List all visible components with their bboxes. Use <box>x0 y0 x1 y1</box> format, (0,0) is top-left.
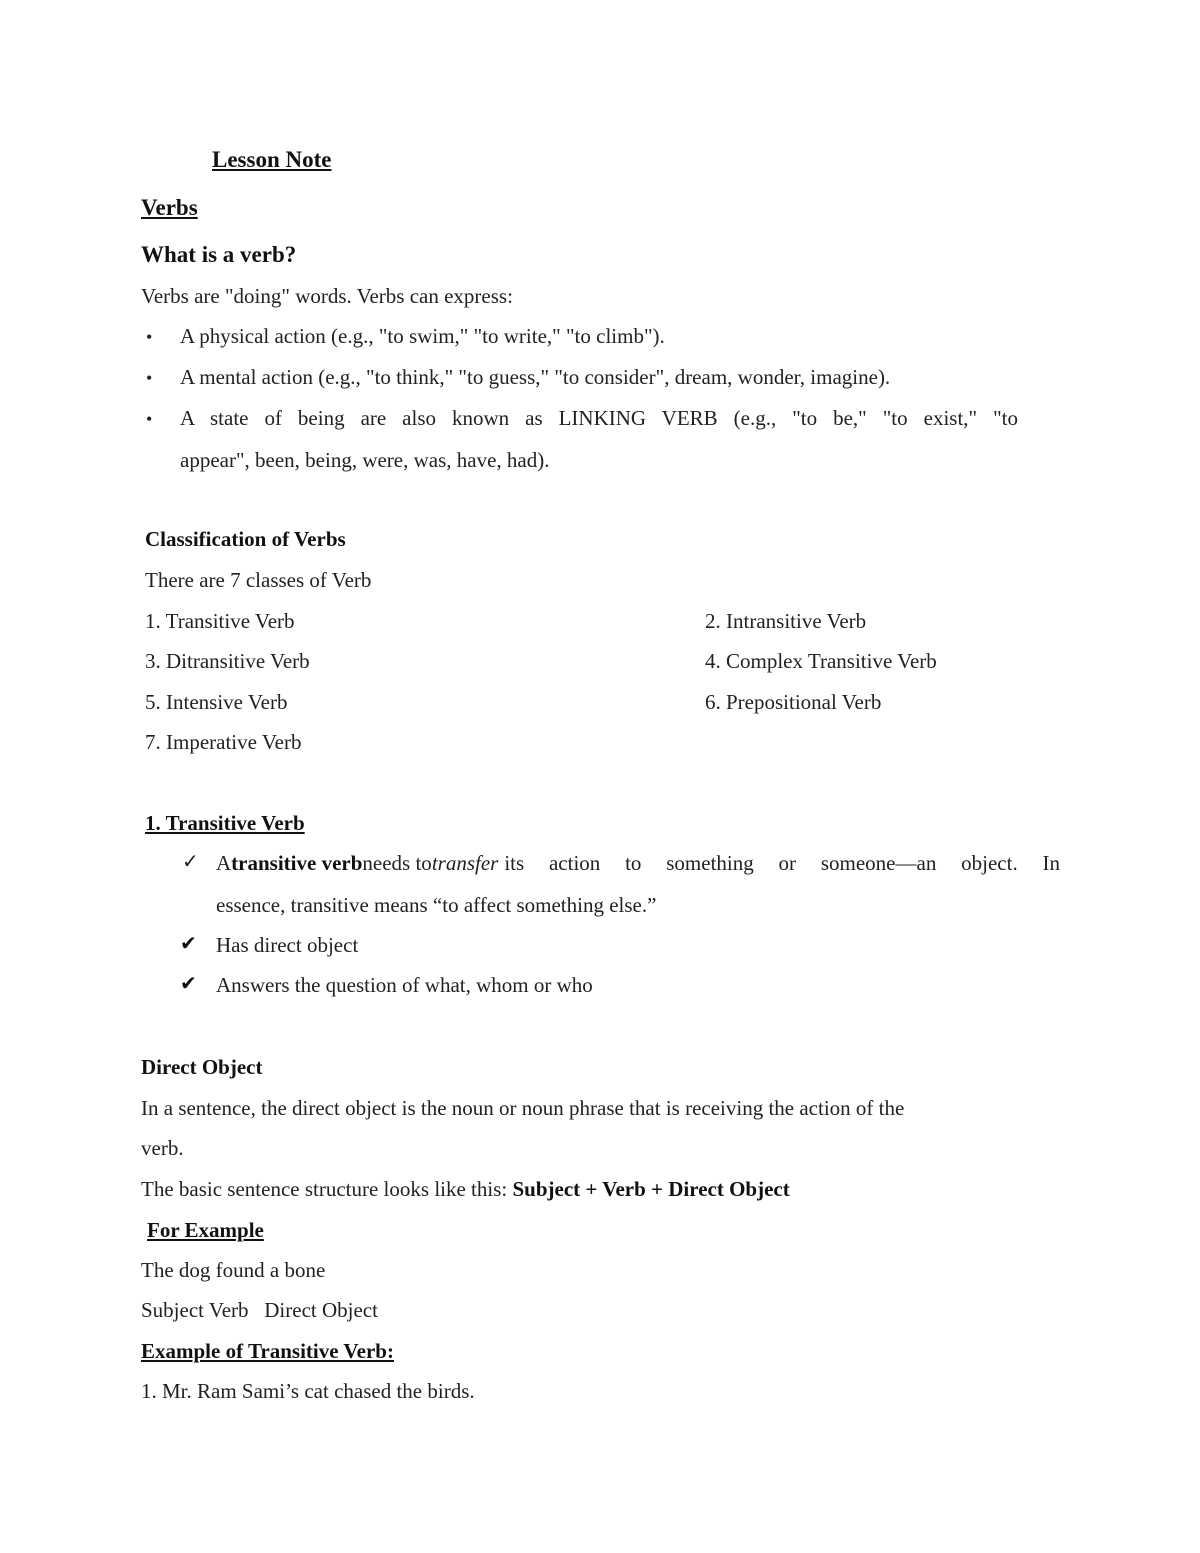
class-item: 1. Transitive Verb <box>145 609 295 633</box>
class-item: 6. Prepositional Verb <box>705 690 882 714</box>
classification-intro: There are 7 classes of Verb <box>145 568 372 592</box>
transitive-heading: 1. Transitive Verb <box>145 811 305 835</box>
transitive-definition-line2: essence, transitive means “to affect something else.” <box>216 893 657 917</box>
transitive-definition-line1 <box>216 853 1060 874</box>
check-icon: ✓ <box>182 849 199 873</box>
class-item: 4. Complex Transitive Verb <box>705 649 937 673</box>
bullet-dot-icon: • <box>146 327 153 347</box>
definition-italic-term: transfer <box>431 851 499 875</box>
examples-heading: Example of Transitive Verb: <box>141 1339 394 1363</box>
example-labels: Subject Verb Direct Object <box>141 1298 378 1322</box>
bullet-dot-icon: • <box>146 368 153 388</box>
class-item: 2. Intransitive Verb <box>705 609 867 633</box>
definition-rest: its action to something or someone—an object. In <box>504 851 1060 875</box>
direct-object-line2: verb. <box>141 1136 184 1160</box>
class-item: 5. Intensive Verb <box>145 690 288 714</box>
bullet-state-of-being-continued: appear", been, being, were, was, have, had). <box>180 448 550 472</box>
page-title: Lesson Note <box>212 147 332 172</box>
bullet-dot-icon: • <box>146 409 153 429</box>
definition-article: A <box>216 851 232 875</box>
transitive-point-direct-object: Has direct object <box>216 933 359 957</box>
topic-heading: Verbs <box>141 195 198 220</box>
example-sentence: The dog found a bone <box>141 1258 326 1282</box>
structure-intro: The basic sentence structure looks like this: <box>141 1177 508 1201</box>
definition-bold-term: transitive verb <box>231 851 363 875</box>
example-item: 1. Mr. Ram Sami’s cat chased the birds. <box>141 1379 475 1403</box>
verb-intro: Verbs are "doing" words. Verbs can express: <box>141 284 513 308</box>
bullet-mental-action: A mental action (e.g., "to think," "to guess," "to consider", dream, wonder, imagine). <box>180 365 891 389</box>
bullet-physical-action: A physical action (e.g., "to swim," "to write," "to climb"). <box>180 324 665 348</box>
structure-formula: Subject + Verb + Direct Object <box>512 1177 790 1201</box>
transitive-point-question: Answers the question of what, whom or who <box>216 973 593 997</box>
class-item: 3. Ditransitive Verb <box>145 649 310 673</box>
question-heading: What is a verb? <box>141 242 297 267</box>
sentence-structure <box>141 1179 790 1200</box>
for-example-heading: For Example <box>147 1218 264 1242</box>
check-icon: ✔ <box>180 931 197 955</box>
definition-needs-to: needs to <box>362 851 432 875</box>
direct-object-heading: Direct Object <box>141 1055 263 1079</box>
check-icon: ✔ <box>180 971 197 995</box>
bullet-state-of-being: A state of being are also known as LINKING VERB (e.g., "to be," "to exist," "to <box>180 406 1018 430</box>
classification-heading: Classification of Verbs <box>145 527 346 551</box>
direct-object-line1: In a sentence, the direct object is the noun or noun phrase that is receiving the action of the <box>141 1096 905 1120</box>
class-item: 7. Imperative Verb <box>145 730 302 754</box>
